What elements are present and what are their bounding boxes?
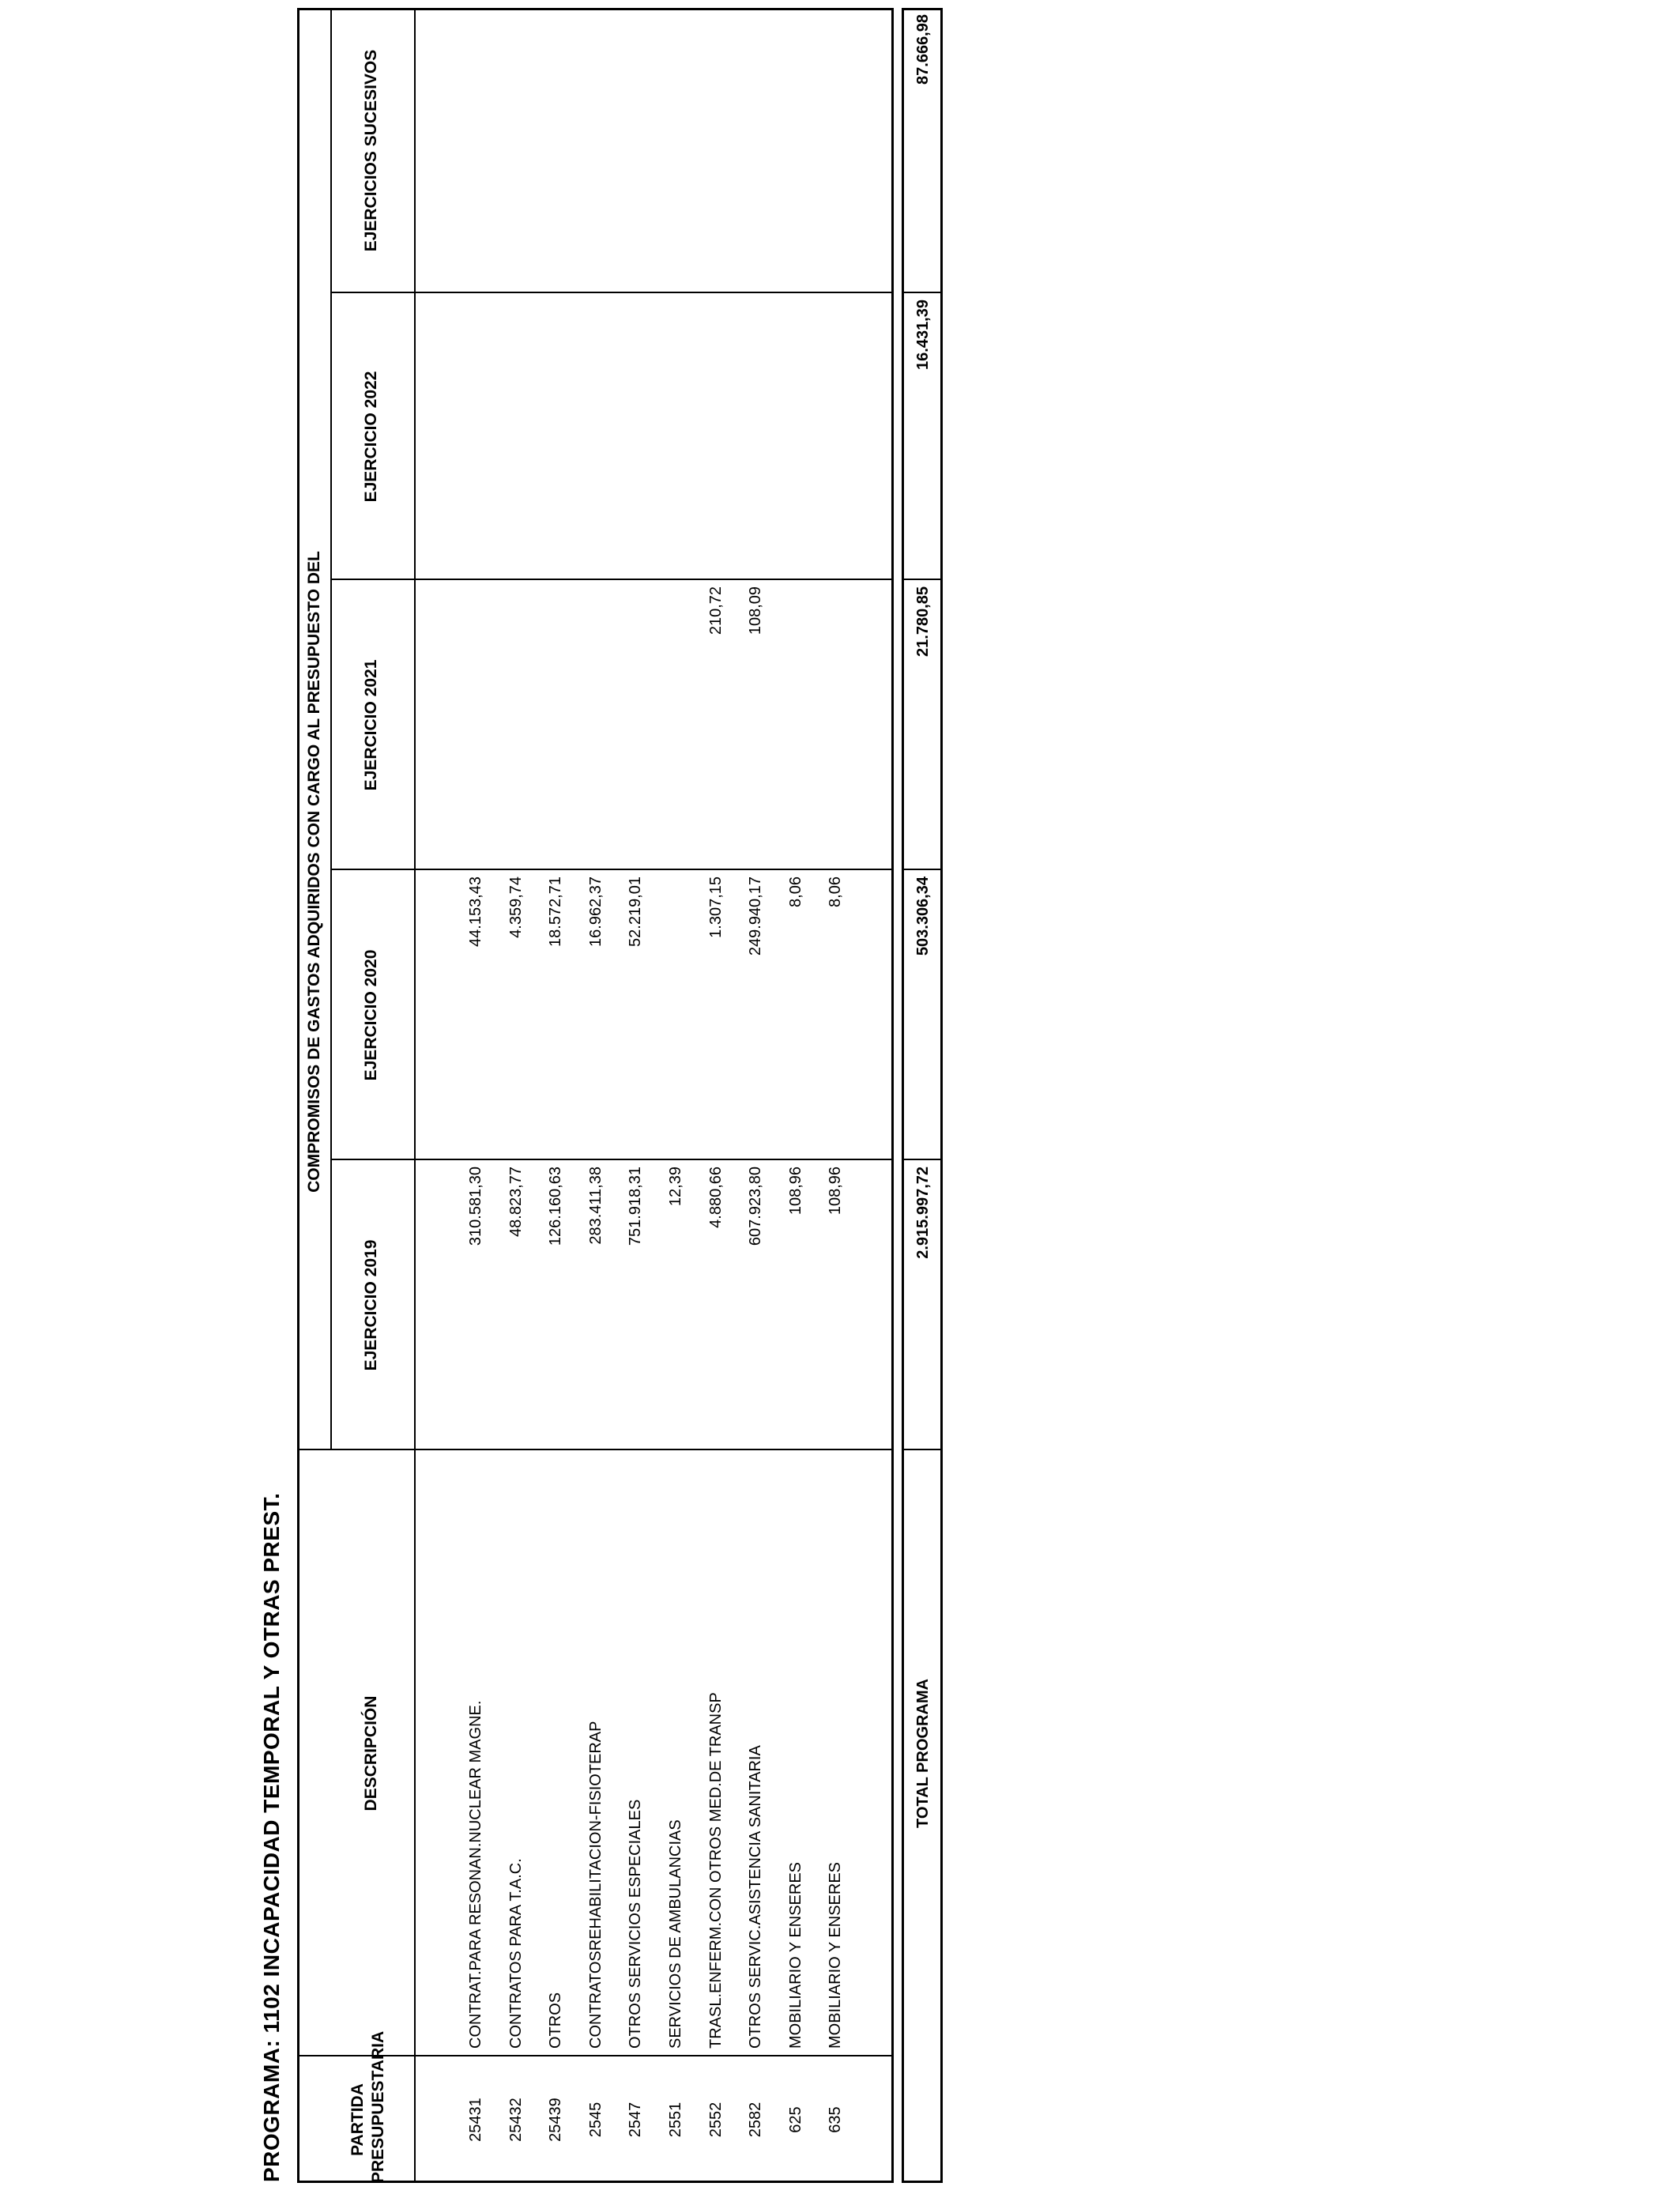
row-partida: 2551	[667, 2102, 684, 2138]
row-descripcion: OTROS SERVIC.ASISTENCIA SANITARIA	[747, 1745, 764, 2049]
row-ejercicio-2019: 12,39	[667, 1167, 684, 1207]
row-ejercicio-2020: 52.219,01	[627, 876, 644, 947]
row-ejercicio-2019: 126.160,63	[547, 1167, 564, 1246]
row-partida: 2582	[747, 2102, 764, 2138]
row-ejercicio-2020: 4.359,74	[507, 876, 525, 938]
header-descripcion: DESCRIPCIÓN	[362, 1695, 380, 1811]
row-descripcion: OTROS SERVICIOS ESPECIALES	[627, 1799, 644, 2049]
row-partida: 2545	[587, 2102, 605, 2138]
row-descripcion: OTROS	[547, 1992, 564, 2049]
header-ejercicio-2022: EJERCICIO 2022	[362, 371, 380, 503]
row-partida: 25432	[507, 2098, 525, 2142]
header-ejercicio-2020: EJERCICIO 2020	[362, 949, 380, 1081]
row-partida: 2552	[707, 2102, 725, 2138]
row-partida: 25431	[467, 2098, 484, 2142]
program-title: PROGRAMA: 1102 INCAPACIDAD TEMPORAL Y OTRAS PREST.	[259, 1492, 284, 2182]
total-sucesivos: 87.666,98	[914, 14, 932, 85]
total-2020: 503.306,34	[914, 876, 932, 956]
row-ejercicio-2021: 210,72	[707, 586, 725, 635]
row-ejercicio-2020: 16.962,37	[587, 876, 605, 947]
row-ejercicio-2019: 48.823,77	[507, 1167, 525, 1237]
header-compromisos: COMPROMISOS DE GASTOS ADQUIRIDOS CON CARGO AL PRESUPUESTO DEL	[305, 551, 323, 1193]
row-ejercicio-2020: 8,06	[827, 876, 844, 907]
row-ejercicio-2019: 283.411,38	[587, 1167, 605, 1245]
row-ejercicio-2020: 44.153,43	[467, 876, 484, 947]
header-partida	[348, 2030, 389, 2183]
row-ejercicio-2020: 1.307,15	[707, 876, 725, 938]
row-partida: 25439	[547, 2098, 564, 2142]
row-partida: 2547	[627, 2102, 644, 2138]
total-label: TOTAL PROGRAMA	[914, 1679, 932, 1828]
total-2022: 16.431,39	[914, 300, 932, 370]
row-descripcion: MOBILIARIO Y ENSERES	[787, 1861, 804, 2049]
row-partida: 625	[787, 2106, 804, 2133]
row-ejercicio-2019: 607.923,80	[747, 1167, 764, 1246]
row-ejercicio-2019: 108,96	[827, 1167, 844, 1216]
row-ejercicio-2019: 4.880,66	[707, 1167, 725, 1228]
header-partida-line2: PRESUPUESTARIA	[369, 2030, 387, 2183]
header-ejercicio-2019: EJERCICIO 2019	[362, 1239, 380, 1371]
header-partida-line1: PARTIDA	[348, 2083, 367, 2156]
row-descripcion: CONTRATOS PARA T.A.C.	[507, 1858, 525, 2049]
row-descripcion: SERVICIOS DE AMBULANCIAS	[667, 1819, 684, 2049]
row-descripcion: TRASL.ENFERM.CON OTROS MED.DE TRANSP	[707, 1692, 725, 2049]
row-descripcion: CONTRAT.PARA RESONAN.NUCLEAR MAGNE.	[467, 1700, 484, 2049]
row-ejercicio-2019: 108,96	[787, 1167, 804, 1216]
row-ejercicio-2019: 751.918,31	[627, 1167, 644, 1246]
row-ejercicio-2020: 18.572,71	[547, 876, 564, 947]
row-descripcion: CONTRATOSREHABILITACION-FISIOTERAP	[587, 1721, 605, 2049]
row-ejercicio-2019: 310.581,30	[467, 1167, 484, 1246]
row-ejercicio-2021: 108,09	[747, 586, 764, 635]
row-ejercicio-2020: 8,06	[787, 876, 804, 907]
header-ejercicio-2021: EJERCICIO 2021	[362, 659, 380, 791]
total-2019: 2.915.997,72	[914, 1167, 932, 1259]
row-descripcion: MOBILIARIO Y ENSERES	[827, 1861, 844, 2049]
header-ejercicios-sucesivos: EJERCICIOS SUCESIVOS	[362, 49, 380, 252]
total-2021: 21.780,85	[914, 586, 932, 657]
rule-under-headers	[414, 8, 416, 2183]
rule-under-compromisos	[330, 8, 332, 1450]
row-partida: 635	[827, 2106, 844, 2133]
row-ejercicio-2020: 249.940,17	[747, 876, 764, 956]
